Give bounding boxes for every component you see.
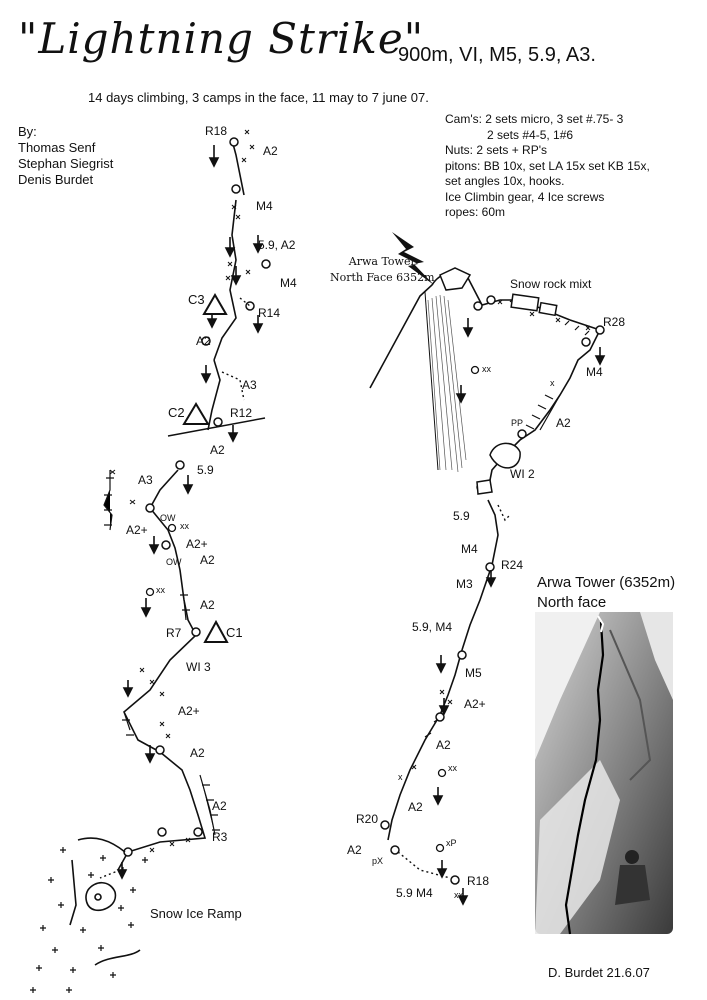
pitch-grade: A2 <box>263 144 278 158</box>
route-mark: xx <box>482 364 491 374</box>
camp-label: C2 <box>168 405 185 420</box>
author-name: Thomas Senf <box>18 140 96 155</box>
photo-caption-line: North face <box>537 594 607 611</box>
photo-caption-line: Arwa Tower (6352m) <box>537 574 676 591</box>
authors-heading: By: <box>18 124 37 139</box>
left-route-ticks <box>104 470 220 835</box>
pitch-grade: M4 <box>586 365 603 379</box>
summit-label <box>330 254 435 286</box>
route-mark: PP <box>511 418 524 428</box>
pitch-grade: M4 <box>461 542 478 556</box>
pitch-grade: A2 <box>408 800 423 814</box>
belay-label: R12 <box>230 406 253 420</box>
gear-line: pitons: BB 10x, set LA 15x set KB 15x, <box>445 158 650 173</box>
belay-label: R14 <box>258 306 281 320</box>
snow-plus-marks <box>30 847 148 993</box>
pitch-grade: A2 <box>436 738 451 752</box>
summit-hatching <box>428 295 466 472</box>
belay-label: R18 <box>467 874 490 888</box>
pitch-grade: A2+ <box>464 697 486 711</box>
ramp-label: Snow Ice Ramp <box>150 906 242 921</box>
route-mark: xx <box>180 521 189 531</box>
gear-line: Cam's: 2 sets micro, 3 set #.75- 3 <box>445 112 624 126</box>
photo-caption <box>537 573 675 613</box>
pitch-grade: A2 <box>347 843 362 857</box>
gear-line: 2 sets #4-5, 1#6 <box>487 127 574 142</box>
route-mark: xP <box>446 838 457 848</box>
right-rock-blocks <box>440 268 557 494</box>
pitch-grade: A2 <box>210 443 225 457</box>
pitch-grade: A3 <box>138 473 153 487</box>
pitch-grade: WI 2 <box>510 467 535 481</box>
pitch-grade: 5.9, M4 <box>412 620 453 634</box>
summit-ridge <box>370 272 468 470</box>
left-dotted-traverses <box>100 298 253 878</box>
left-rappel-arrows <box>118 145 262 878</box>
belay-label: R18 <box>205 124 228 138</box>
authors-block <box>18 124 113 188</box>
north-face-photo <box>535 612 673 934</box>
summit-label-line: Arwa Tower <box>348 255 416 268</box>
pitch-grade: M5 <box>465 666 482 680</box>
snow-ice-ramp <box>70 838 140 965</box>
gear-line: Ice Climbin gear, 4 Ice screws <box>445 189 605 204</box>
pitch-grade: A3 <box>242 378 257 392</box>
right-xx-circles <box>437 367 479 852</box>
pitch-grade: 5.9 <box>453 509 470 523</box>
pitch-grade: M4 <box>256 199 273 213</box>
route-mark: OW <box>160 513 176 523</box>
pitch-grade: A2+ <box>126 523 148 537</box>
gear-line: ropes: 60m <box>445 205 506 219</box>
pitch-grade: A2+ <box>186 537 208 551</box>
belay-label: R24 <box>501 558 524 572</box>
pitch-grade: A2 <box>200 553 215 567</box>
gear-line: Nuts: 2 sets + RP's <box>445 143 547 157</box>
pitch-grade: 5.9, A2 <box>258 238 296 252</box>
route-mark: OW <box>166 557 182 567</box>
author-name: Stephan Siegrist <box>18 156 114 171</box>
camp-label: C3 <box>188 292 205 307</box>
route-grade: 900m, VI, M5, 5.9, A3. <box>398 44 596 66</box>
pitch-grade: A2 <box>556 416 571 430</box>
belay-label: R7 <box>166 626 182 640</box>
pitch-grade: A2 <box>212 799 227 813</box>
pitch-grade: 5.9 M4 <box>396 886 433 900</box>
route-summary: 14 days climbing, 3 camps in the face, 11 may to 7 june 07. <box>88 90 429 105</box>
route-mark: xx <box>156 585 165 595</box>
route-mark: xx <box>454 890 463 900</box>
gear-list <box>445 112 650 221</box>
camp-label: C1 <box>226 625 243 640</box>
pitch-grade: Snow rock mixt <box>510 277 592 291</box>
pitch-grade: 5.9 <box>197 463 214 477</box>
pitch-grade: M3 <box>456 577 473 591</box>
route-mark: x <box>550 378 555 388</box>
route-mark: pX <box>372 856 384 866</box>
belay-label: R28 <box>603 315 626 329</box>
pitch-grade: A2 <box>196 334 211 348</box>
author-credit: D. Burdet 21.6.07 <box>548 965 650 980</box>
belay-label: R3 <box>212 830 228 844</box>
pitch-grade: WI 3 <box>186 660 211 674</box>
author-name: Denis Burdet <box>18 172 94 187</box>
pitch-grade: A2+ <box>178 704 200 718</box>
pitch-grade: A2 <box>200 598 215 612</box>
route-mark: x <box>398 772 403 782</box>
pitch-grade: A2 <box>190 746 205 760</box>
belay-label: R20 <box>356 812 379 826</box>
route-mark: xx <box>448 763 457 773</box>
left-route-line <box>118 140 244 870</box>
summit-label-line: North Face 6352m <box>330 271 435 284</box>
gear-line: set angles 10x, hooks. <box>445 174 565 188</box>
route-title: "Lightning Strike" <box>18 14 425 63</box>
pitch-grade: M4 <box>280 276 297 290</box>
